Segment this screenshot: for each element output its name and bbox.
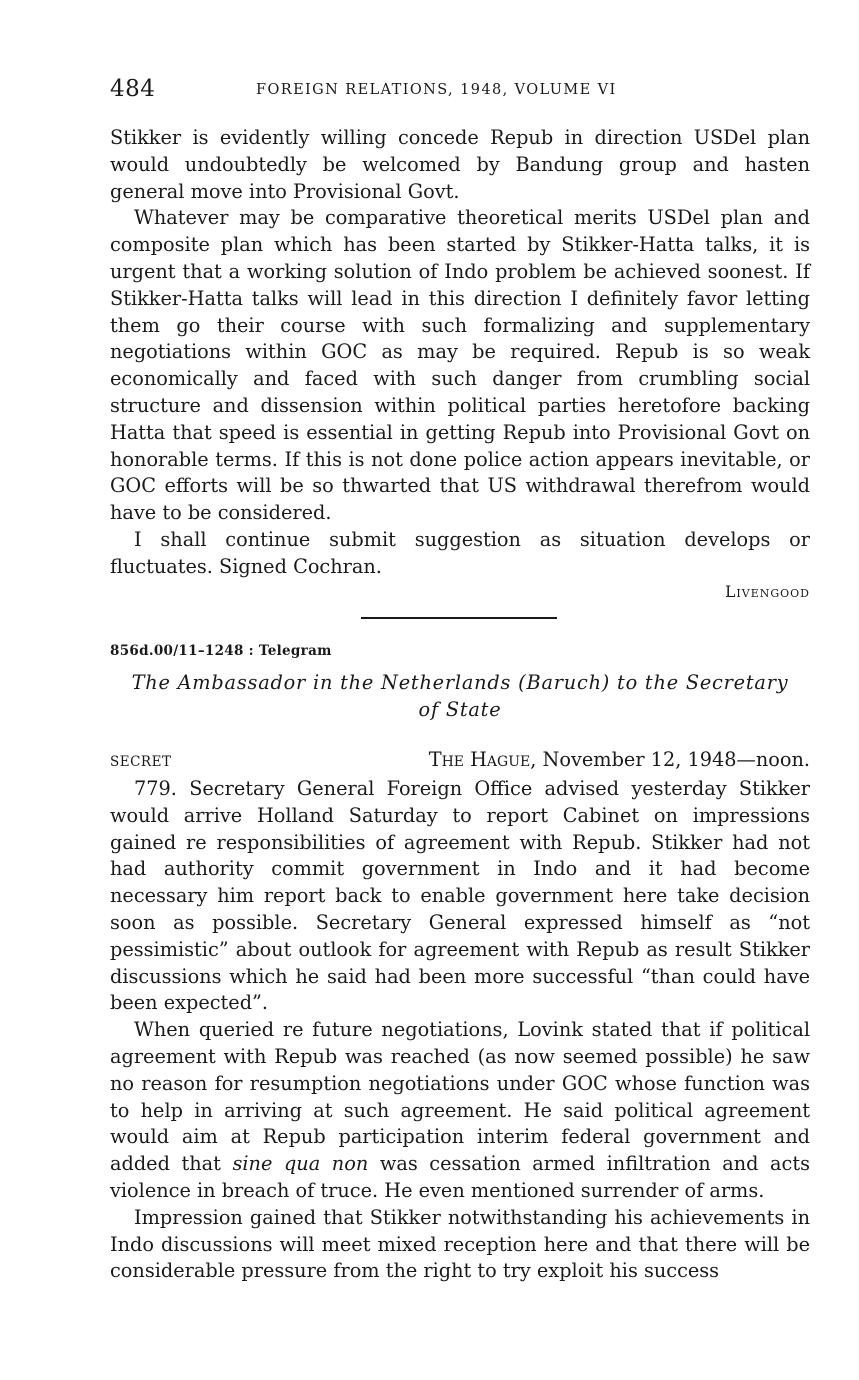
- file-reference: 856d.00/11–1248 : Telegram: [110, 643, 332, 659]
- continuation-text: [110, 125, 810, 581]
- section-divider: [361, 617, 557, 619]
- continuation-paragraph-2: Whatever may be comparative theoretical merits USDel plan and composite plan which has been started by Stikker-Hatta talks, it is urgent that a working solution of Indo problem be achieved soonest. If Stikker-Hatta talks will lead in this direction I definitely favor letting them go their course with such formalizing and supplementary negotiations within GOC as may be required. Repub is so weak economically and faced with such danger from crumbling social structure and dissension within political parties heretofore backing Hatta that speed is essential in getting Repub into Provisional Govt on honorable terms. If this is not done police action appears inevitable, or GOC efforts will be so thwarted that US withdrawal therefrom would have to be considered.: [110, 206, 810, 525]
- document-heading-line-1: The Ambassador in the Netherlands (Baruch) to the Secretary: [131, 671, 789, 694]
- page-number: 484: [110, 76, 156, 102]
- telegram-body: [110, 776, 810, 1285]
- document-heading: [110, 670, 810, 724]
- telegram-paragraph-1: 779. Secretary General Foreign Office advised yesterday Stikker would arrive Holland Saturday to report Cabinet on impressions gained re responsibilities of agreement with Repub. Stikker had not had authority commit government in Indo and it had become necessary him report back to enable government here take decision soon as possible. Secretary General expressed himself as “not pessimistic” about outlook for agreement with Repub as result Stikker discussions which he said had been more successful “than could have been expected”.: [110, 777, 810, 1015]
- running-title: FOREIGN RELATIONS, 1948, VOLUME VI: [256, 82, 617, 98]
- date-value: , November 12, 1948—noon.: [530, 748, 810, 771]
- paragraph-2-text-a: When queried re future negotiations, Lovink stated that if political agreement with Repub was reached (as now seemed possible) he saw no reason for resumption negotiations under GOC whose function was to help in arriving at such agreement. He said political agreement would aim at Repub participation interim federal government and added that: [110, 1018, 810, 1176]
- place-and-date: [429, 748, 810, 771]
- dateline: [110, 748, 810, 774]
- signature: Livengood: [725, 583, 810, 601]
- document-heading-line-2: of State: [418, 697, 502, 721]
- telegram-paragraph-3: Impression gained that Stikker notwithstanding his achievements in Indo discussions will meet mixed reception here and that there will be considerable pressure from the right to try exploit his success: [110, 1205, 810, 1283]
- classification-label: SECRET: [110, 754, 172, 770]
- paragraph-2-text-b: was cessation armed infiltration and acts violence in breach of truce. He even mentioned surrender of arms.: [110, 1152, 810, 1202]
- running-head: [110, 76, 810, 106]
- place-name: The Hague: [428, 748, 531, 771]
- continuation-paragraph-3: I shall continue submit suggestion as situation develops or fluctuates. Signed Cochran.: [110, 527, 810, 578]
- paragraph-2-italic-phrase: sine qua non: [232, 1152, 369, 1176]
- continuation-paragraph-1: Stikker is evidently willing concede Repub in direction USDel plan would undoubtedly be welcomed by Bandung group and hasten general move into Provisional Govt.: [110, 126, 810, 203]
- telegram-paragraph-2: [110, 1017, 810, 1205]
